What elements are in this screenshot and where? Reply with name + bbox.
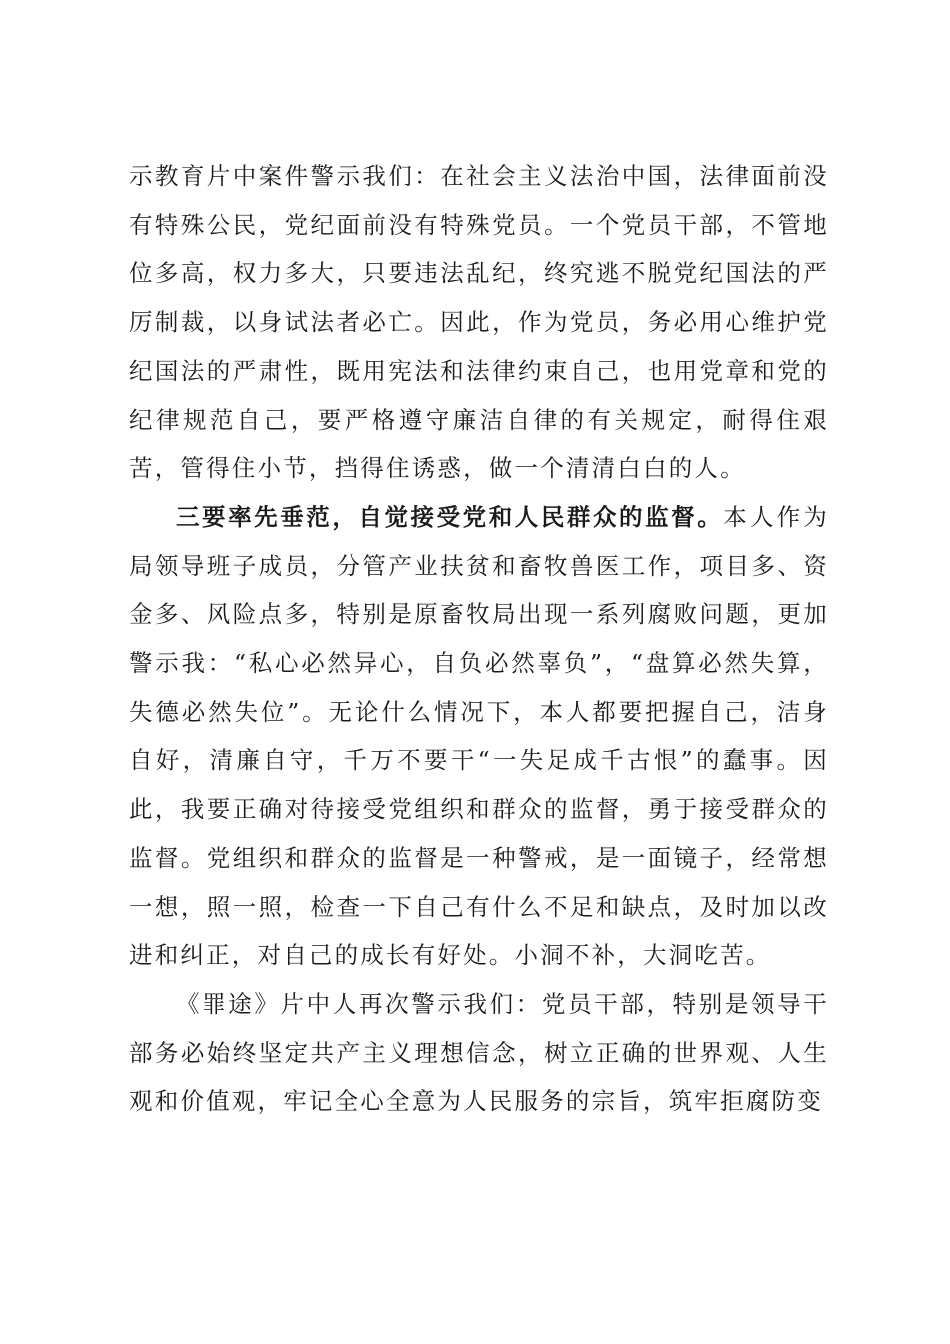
- paragraph-continuation: [129, 152, 829, 493]
- paragraph-text: 示教育片中案件警示我们：在社会主义法治中国，法律面前没有特殊公民，党纪面前没有特殊党员。一个党员干部，不管地位多高，权力多大，只要违法乱纪，终究逃不脱党纪国法的严厉制裁，以身试法者必亡。因此，作为党员，务必用心维护党纪国法的严肃性，既用宪法和法律约束自己，也用党章和党的纪律规范自己，要严格遵守廉洁自律的有关规定，耐得住艰苦，管得住小节，挡得住诱惑，做一个清清白白的人。: [129, 162, 829, 483]
- paragraph-text: 本人作为局领导班子成员，分管产业扶贫和畜牧兽医工作，项目多、资金多、风险点多，特别是原畜牧局出现一系列腐败问题，更加警示我：“私心必然异心，自负必然辜负”，“盘算必然失算，失德必然失位”。无论什么情况下，本人都要把握自己，洁身自好，清廉自守，千万不要干“一失足成千古恨”的蠢事。因此，我要正确对待接受党组织和群众的监督，勇于接受群众的监督。党组织和群众的监督是一种警戒，是一面镜子，经常想一想，照一照，检查一下自己有什么不足和缺点，及时加以改进和纠正，对自己的成长有好处。小洞不补，大洞吃苦。: [129, 502, 829, 970]
- document-body: [129, 152, 829, 1126]
- paragraph-zuitu: [129, 980, 829, 1126]
- paragraph-text: 《罪途》片中人再次警示我们：党员干部，特别是领导干部务必始终坚定共产主义理想信念，树立正确的世界观、人生观和价值观，牢记全心全意为人民服务的宗旨，筑牢拒腐防变: [129, 989, 829, 1116]
- paragraph-supervision: [129, 493, 829, 980]
- paragraph-lead-heading: 三要率先垂范，自觉接受党和人民群众的监督。: [176, 502, 724, 531]
